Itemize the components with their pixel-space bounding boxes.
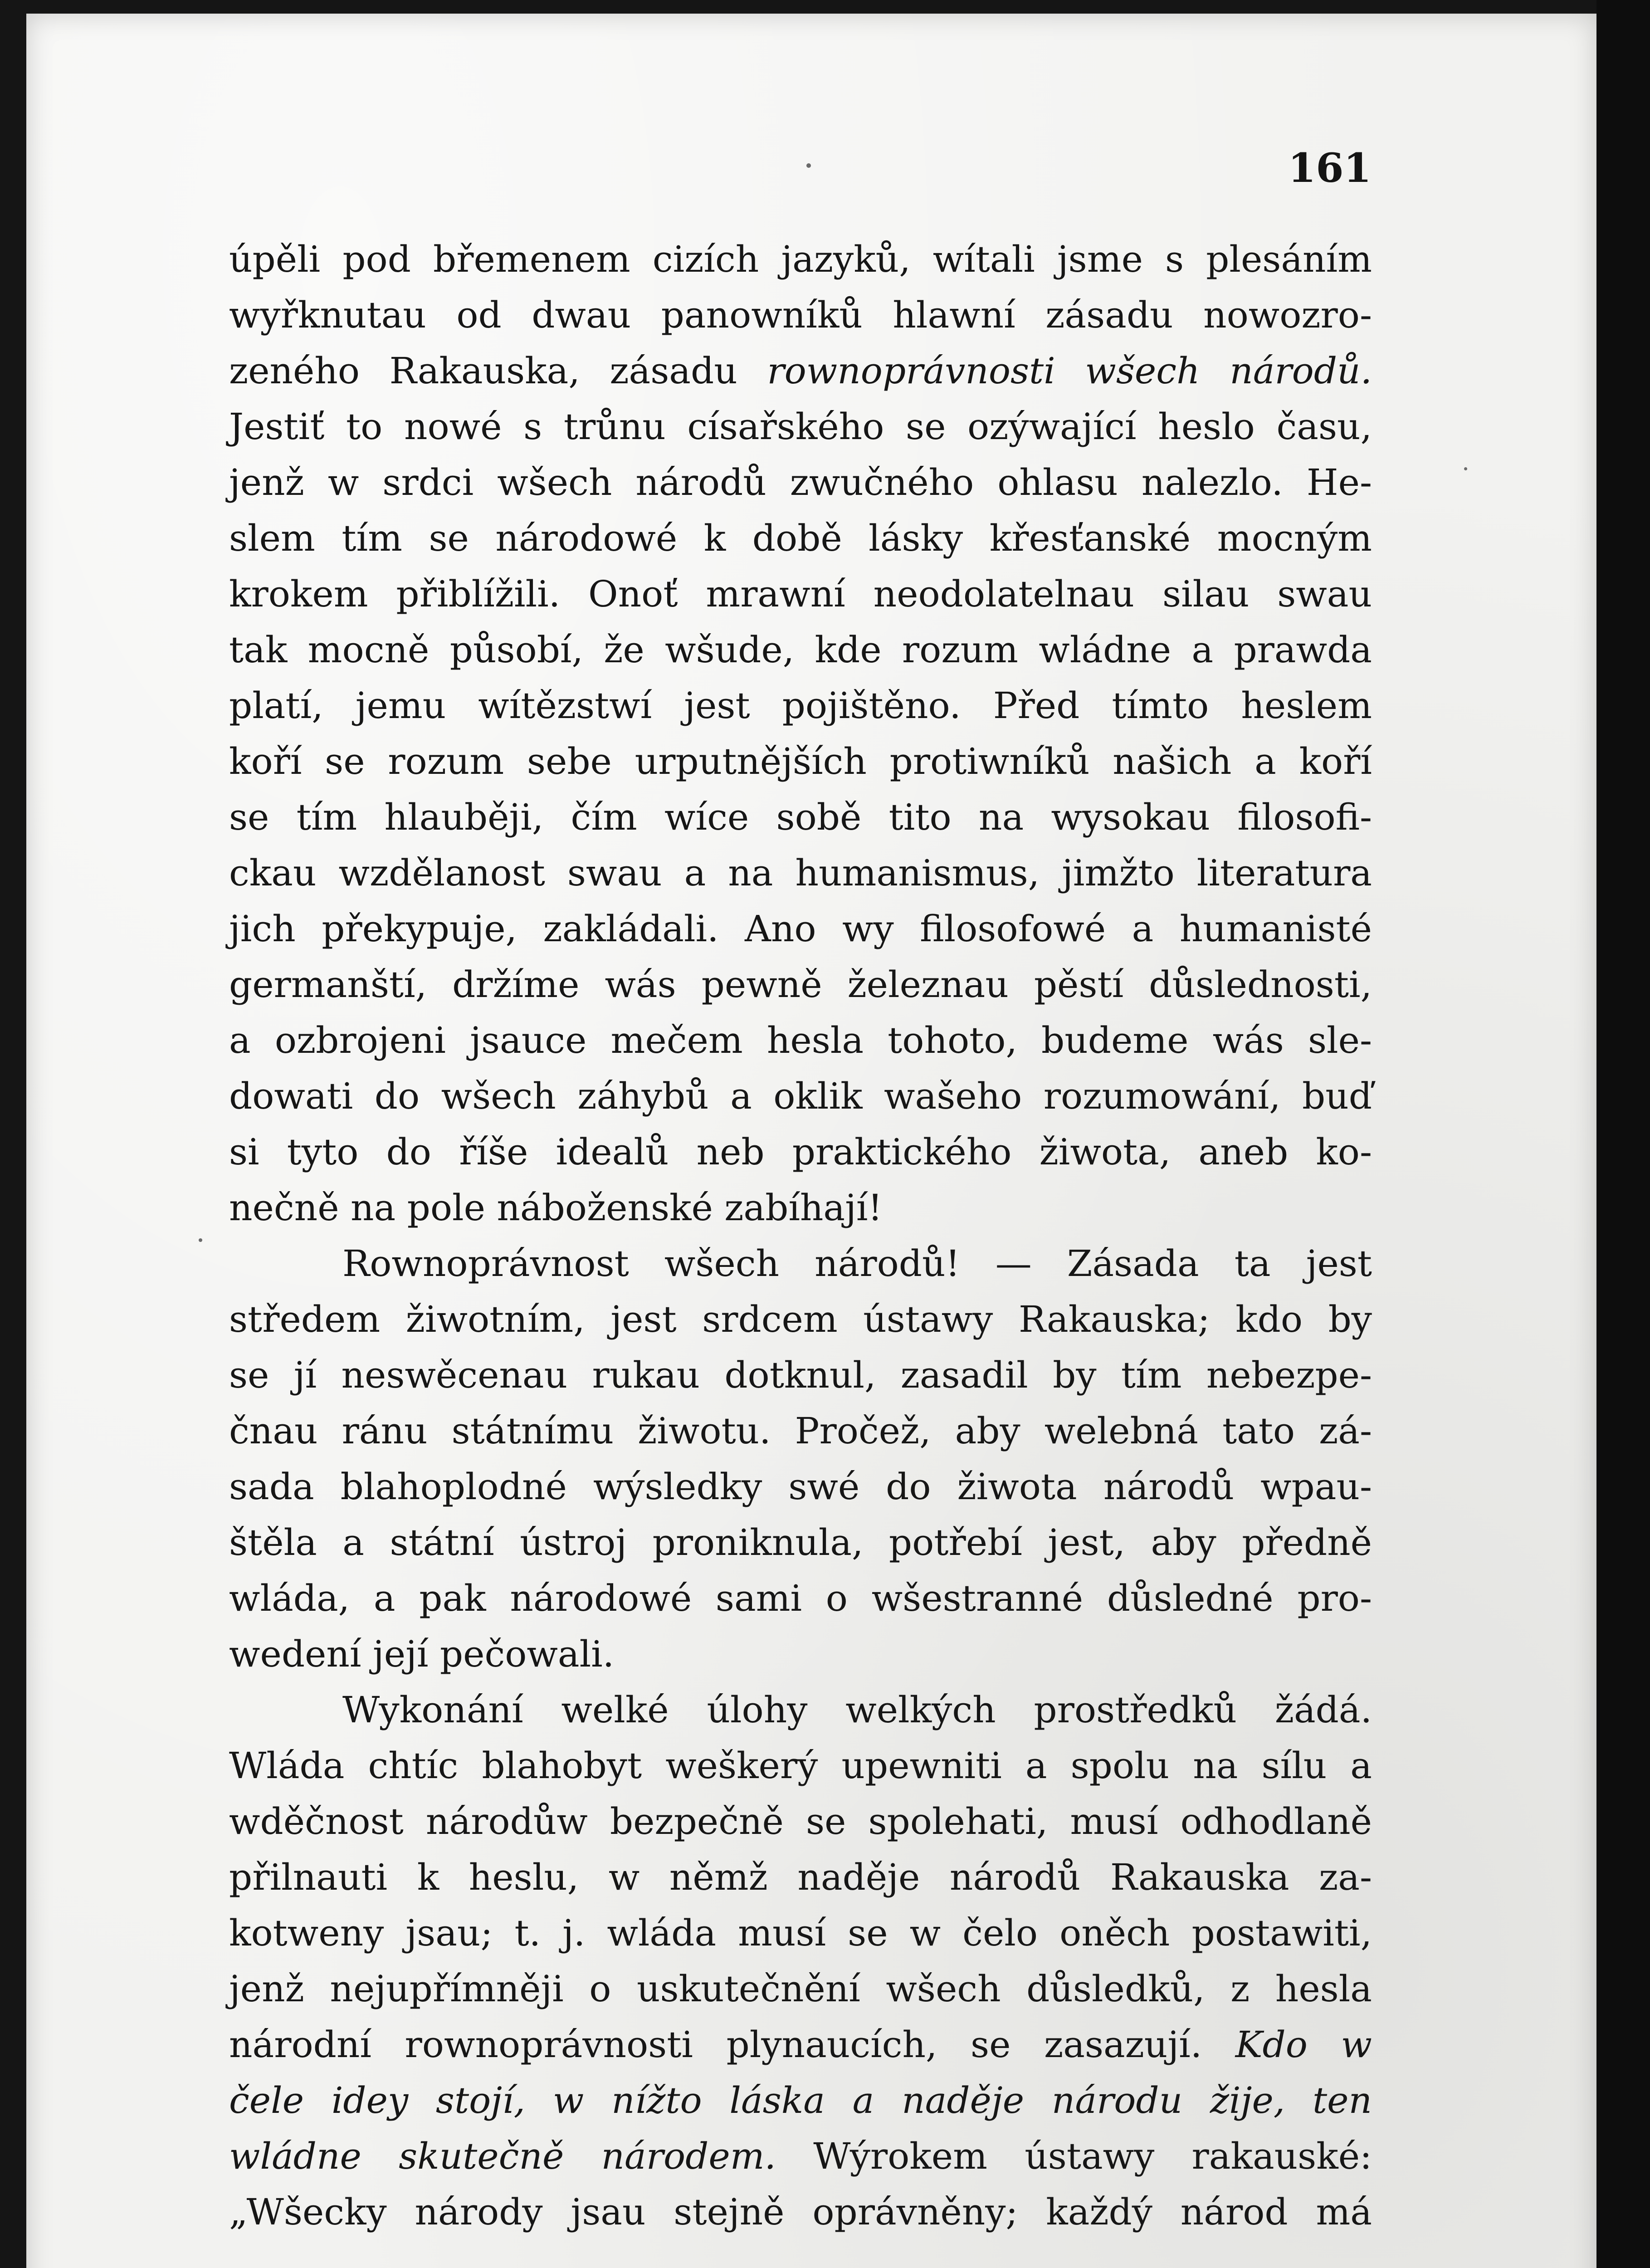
text-line [229,1961,1372,2017]
text-line [229,231,1372,287]
text-line [229,1849,1372,1905]
text-line [229,1459,1372,1515]
text-line [229,789,1372,845]
text-line [229,1515,1372,1570]
line-text: nečně na pole náboženské zabíhají! [229,1187,883,1229]
line-text: si tyto do říše idealů neb praktického žiwota, aneb ko- [229,1131,1372,1173]
line-text: krokem přiblížili. Onoť mrawní neodolatelnau silau swau [229,573,1372,615]
line-text: Wýrokem ústawy rakauské: [776,2135,1372,2177]
line-text: platí, jemu wítězstwí jest pojištěno. Před tímto heslem [229,684,1372,727]
text-line [229,1738,1372,1794]
text-line [229,2128,1372,2184]
text-line [229,399,1372,455]
text-line [229,957,1372,1012]
text-line [229,2017,1372,2072]
text-line [229,510,1372,566]
line-text: zeného Rakauska, zásadu [229,350,767,392]
line-text: přilnauti k heslu, w němž naděje národů Rakauska za- [229,1856,1372,1898]
line-text: Wykonání welké úlohy welkých prostředků žádá. [342,1689,1372,1731]
line-text: „Wšecky národy jsau stejně oprávněny; každý národ má [229,2191,1372,2233]
text-line [229,1291,1372,1347]
text-line [229,1236,1372,1291]
text-line [229,1626,1372,1682]
text-line [229,566,1372,622]
line-text: tak mocně působí, že wšude, kde rozum wládne a prawda [229,629,1372,671]
text-line [229,455,1372,510]
line-text: kotweny jsau; t. j. wláda musí se w čelo oněch postawiti, [229,1912,1372,1954]
italic-text: čele idey stojí, w nížto láska a naděje národu žije, ten [229,2079,1372,2121]
line-text: Jestiť to nowé s trůnu císařského se ozýwající heslo času, [229,406,1372,448]
text-line [229,343,1372,399]
paper-speck [199,1238,202,1242]
italic-text: wládne skutečně národem. [229,2135,776,2177]
line-text: jenž nejupřímněji o uskutečnění wšech důsledků, z hesla [229,1968,1372,2010]
line-text: národní rownoprávnosti plynaucích, se zasazují. [229,2024,1235,2066]
line-text: wedení její pečowali. [229,1633,615,1675]
text-line [229,2072,1372,2128]
text-line [229,1570,1372,1626]
text-line [229,287,1372,343]
line-text: wyřknutau od dwau panowníků hlawní zásadu nowozro- [229,294,1372,336]
paper-speck [806,163,811,168]
line-text: čnau ránu státnímu žiwotu. Pročež, aby welebná tato zá- [229,1410,1372,1452]
line-text: Rownoprávnost wšech národů! — Zásada ta jest [342,1242,1372,1285]
text-line [229,1012,1372,1068]
line-text: sada blahoplodné wýsledky swé do žiwota národů wpau- [229,1466,1372,1508]
text-line [229,733,1372,789]
text-line [229,845,1372,901]
line-text: středem žiwotním, jest srdcem ústawy Rakauska; kdo by [229,1298,1372,1340]
scan-edge [1596,0,1650,2268]
text-line [229,1068,1372,1124]
italic-text: rownoprávnosti wšech národů. [767,350,1372,392]
text-line [229,1180,1372,1236]
paper-speck [1464,467,1467,470]
line-text: Wláda chtíc blahobyt weškerý upewniti a spolu na sílu a [229,1745,1372,1787]
text-line [229,1794,1372,1849]
page-number: 161 [1288,144,1372,191]
line-text: dowati do wšech záhybů a oklik wašeho rozumowání, buď [229,1075,1372,1117]
text-line [229,1403,1372,1459]
text-line [229,2184,1372,2240]
text-line [229,1347,1372,1403]
text-line [229,1124,1372,1180]
line-text: germanští, držíme wás pewně železnau pěstí důslednosti, [229,963,1372,1006]
line-text: wláda, a pak národowé sami o wšestranné důsledné pro- [229,1577,1372,1619]
line-text: wděčnost národůw bezpečně se spolehati, musí odhodlaně [229,1800,1372,1843]
italic-text: Kdo w [1235,2024,1372,2066]
line-text: a ozbrojeni jsauce mečem hesla tohoto, budeme wás sle- [229,1019,1372,1061]
text-line [229,901,1372,957]
line-text: se jí neswěcenau rukau dotknul, zasadil by tím nebezpe- [229,1354,1372,1396]
text-line [229,678,1372,733]
body-text [229,231,1372,2240]
text-line [229,622,1372,678]
line-text: úpěli pod břemenem cizích jazyků, wítali jsme s plesáním [229,238,1372,280]
line-text: jenž w srdci wšech národů zwučného ohlasu nalezlo. He- [229,461,1372,503]
line-text: se tím hlauběji, čím wíce sobě tito na wysokau filosofi- [229,796,1372,838]
line-text: slem tím se národowé k době lásky křesťanské mocným [229,517,1372,559]
line-text: štěla a státní ústroj proniknula, potřebí jest, aby předně [229,1521,1372,1564]
line-text: jich překypuje, zakládali. Ano wy filosofowé a humanisté [229,908,1372,950]
line-text: ckau wzdělanost swau a na humanismus, jimžto literatura [229,852,1372,894]
text-line [229,1905,1372,1961]
text-line [229,1682,1372,1738]
line-text: koří se rozum sebe urputnějších protiwníků našich a koří [229,740,1372,782]
